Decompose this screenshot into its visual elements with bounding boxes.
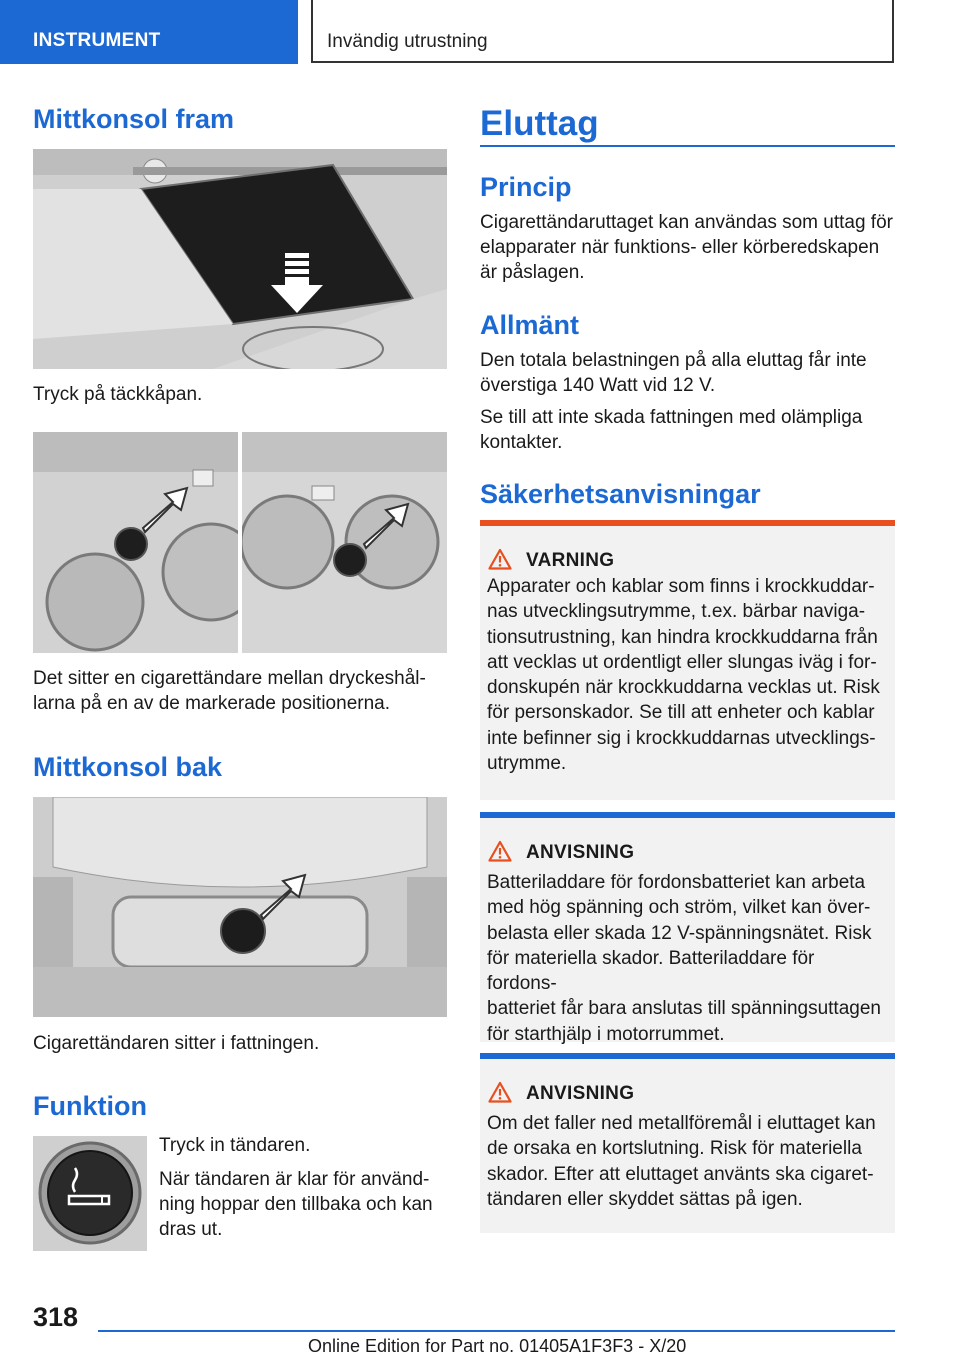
section-tab bbox=[0, 0, 298, 64]
note-box-1 bbox=[480, 812, 895, 1045]
section-title: INSTRUMENT bbox=[33, 30, 161, 51]
principle-text: Cigarettändaruttaget kan användas som uttag för elapparater när funktions- eller körberedskapen är påslagen. bbox=[480, 212, 893, 283]
chapter-title: Invändig utrustning bbox=[327, 31, 488, 52]
warning-box bbox=[480, 520, 895, 800]
heading-general: Allmänt bbox=[480, 310, 580, 340]
footer-edition: Online Edition for Part no. 01405A1F3F3 - X/20 bbox=[308, 1336, 687, 1356]
warning-text: Apparater och kablar som finns i krockkuddar- nas utvecklingsutrymme, t.ex. bärbar naviga- tionsutrustning, kan hindra krockkuddarna från att vecklas ut ordentligt eller slungas iväg i for- donskupén när krockkuddarna vecklas ut. Risk för personskador. Se till att enheter och kablar inte befinner sig i krockkuddarnas utvecklings- utrymme. bbox=[487, 576, 880, 775]
general-text-2: Se till att inte skada fattningen med olämpliga kontakter. bbox=[480, 407, 863, 453]
warning-triangle-icon bbox=[488, 548, 512, 570]
caption-socket: Cigarettändaren sitter i fattningen. bbox=[33, 1033, 320, 1054]
cupholder-image-left bbox=[33, 432, 238, 653]
heading-rule bbox=[480, 145, 895, 147]
chapter-box bbox=[311, 0, 894, 63]
cupholder-image-right bbox=[242, 432, 447, 653]
general-text-1: Den totala belastningen på alla eluttag får inte överstiga 140 Watt vid 12 V. bbox=[480, 350, 867, 396]
front-console-cover-image bbox=[33, 149, 447, 369]
note-bar-2 bbox=[480, 1053, 895, 1059]
note-box-2 bbox=[480, 1053, 895, 1233]
note-bar-1 bbox=[480, 812, 895, 818]
warning-bar bbox=[480, 520, 895, 526]
note-title-1: ANVISNING bbox=[526, 842, 635, 863]
caption-press-cover: Tryck på täckkåpan. bbox=[33, 384, 203, 405]
note-text-1: Batteriladdare för fordonsbatteriet kan arbeta med hög spänning och ström, vilket kan över- belasta eller skada 12 V-spänningsnätet. Risk för materiella skador. Batteriladdare för fordons- batteriet får bara anslutas till spänningsuttagen för starthjälp i motorrummet. bbox=[487, 872, 881, 1045]
heading-principle: Princip bbox=[480, 172, 572, 202]
warning-title: VARNING bbox=[526, 550, 615, 571]
heading-function: Funktion bbox=[33, 1091, 147, 1121]
warning-triangle-icon bbox=[488, 1081, 512, 1103]
rear-console-socket-image bbox=[33, 797, 447, 1017]
caption-position: Det sitter en cigarettändare mellan dryckeshål- larna på en av de markerade positionerna. bbox=[33, 668, 426, 714]
heading-power-outlet: Eluttag bbox=[480, 104, 599, 143]
footer-rule bbox=[98, 1330, 895, 1332]
warning-triangle-icon bbox=[488, 840, 512, 862]
function-step-2: När tändaren är klar för använd- ning hoppar den tillbaka och kan dras ut. bbox=[159, 1169, 433, 1240]
heading-front-console: Mittkonsol fram bbox=[33, 104, 235, 134]
lighter-image bbox=[33, 1136, 147, 1251]
note-title-2: ANVISNING bbox=[526, 1083, 635, 1104]
function-step-1: Tryck in tändaren. bbox=[159, 1135, 311, 1156]
heading-safety: Säkerhetsanvisningar bbox=[480, 479, 761, 509]
page-number: 318 bbox=[33, 1302, 79, 1332]
heading-rear-console: Mittkonsol bak bbox=[33, 752, 223, 782]
note-text-2: Om det faller ned metallföremål i eluttaget kan de orsaka en kortslutning. Risk för materiella skador. Efter att eluttaget använts ska cigaret- tändaren eller skyddet sättas på igen. bbox=[487, 1113, 876, 1210]
